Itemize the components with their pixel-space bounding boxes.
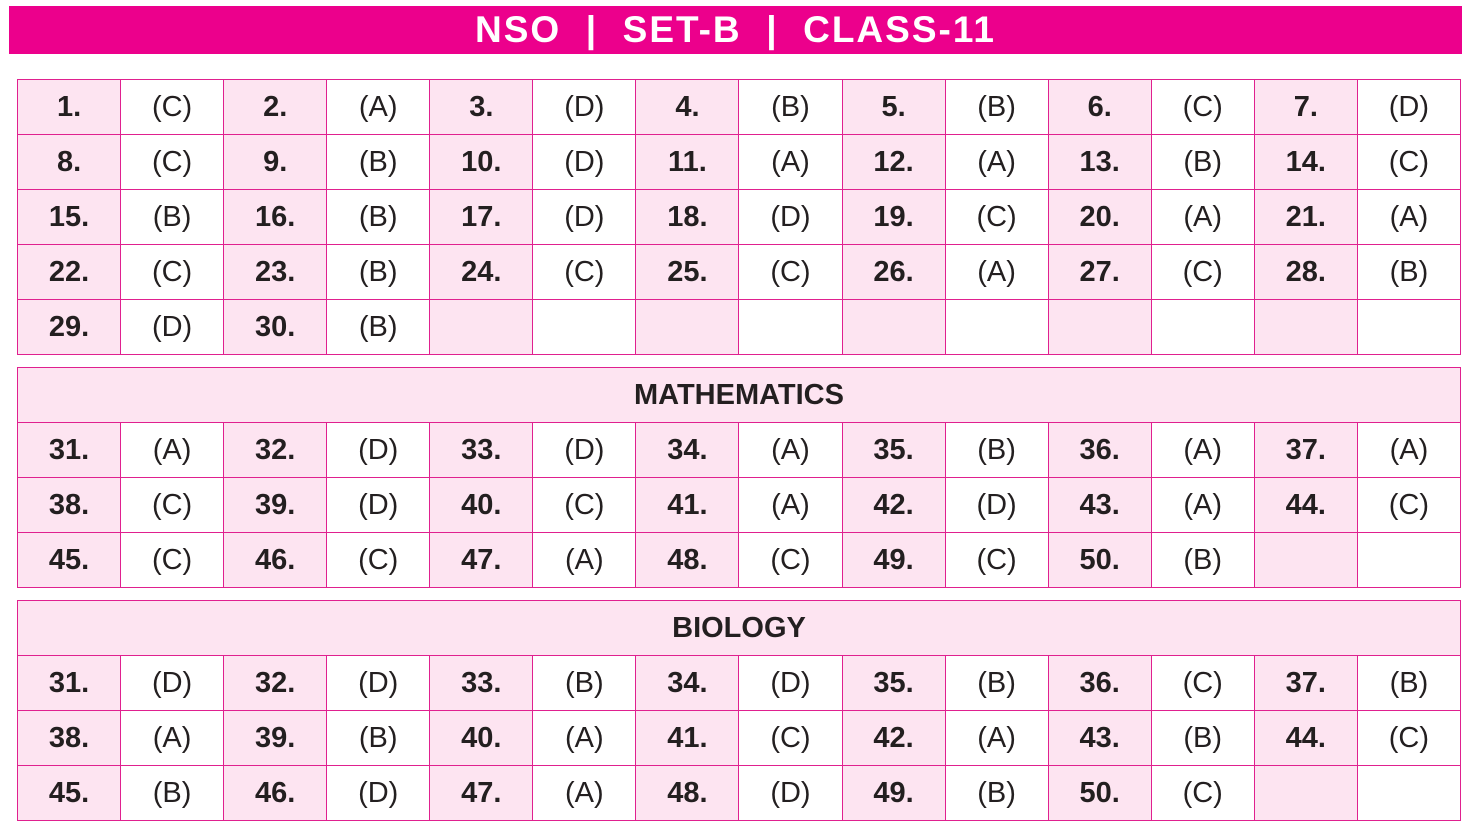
question-number: 36.	[1048, 423, 1151, 478]
question-number: 31.	[18, 656, 121, 711]
question-number: 27.	[1048, 245, 1151, 300]
question-number: 42.	[842, 711, 945, 766]
answer-option: (C)	[121, 80, 224, 135]
question-number: 47.	[430, 766, 533, 821]
answer-table-biology	[17, 600, 1461, 821]
section-heading: MATHEMATICS	[18, 368, 1461, 423]
question-number: 38.	[18, 478, 121, 533]
question-number: 4.	[636, 80, 739, 135]
answer-option: (A)	[533, 766, 636, 821]
answer-option: (B)	[327, 300, 430, 355]
answer-option: (A)	[739, 135, 842, 190]
answer-option: (B)	[327, 135, 430, 190]
question-number: 40.	[430, 711, 533, 766]
question-number: 1.	[18, 80, 121, 135]
question-number: 48.	[636, 766, 739, 821]
question-number: 12.	[842, 135, 945, 190]
answer-option: (D)	[327, 656, 430, 711]
question-number: 30.	[224, 300, 327, 355]
answer-option: (B)	[1151, 711, 1254, 766]
answer-option: (B)	[1151, 533, 1254, 588]
answer-option	[739, 300, 842, 355]
question-number: 7.	[1254, 80, 1357, 135]
table-row	[18, 478, 1461, 533]
question-number: 17.	[430, 190, 533, 245]
answer-option: (B)	[945, 656, 1048, 711]
question-number: 18.	[636, 190, 739, 245]
section-heading: BIOLOGY	[18, 601, 1461, 656]
question-number: 21.	[1254, 190, 1357, 245]
answer-option: (C)	[121, 135, 224, 190]
question-number: 35.	[842, 656, 945, 711]
answer-option: (A)	[1151, 190, 1254, 245]
table-row	[18, 533, 1461, 588]
answer-option	[1357, 766, 1460, 821]
question-number	[430, 300, 533, 355]
question-number: 39.	[224, 478, 327, 533]
answer-option: (C)	[1357, 711, 1460, 766]
answer-option: (B)	[1357, 245, 1460, 300]
answer-option: (B)	[327, 190, 430, 245]
answer-option: (C)	[533, 245, 636, 300]
question-number: 49.	[842, 766, 945, 821]
answer-option: (A)	[739, 478, 842, 533]
answer-option: (A)	[1357, 190, 1460, 245]
answer-option: (A)	[533, 711, 636, 766]
question-number: 35.	[842, 423, 945, 478]
answer-option: (D)	[533, 423, 636, 478]
question-number: 28.	[1254, 245, 1357, 300]
answer-option: (C)	[739, 245, 842, 300]
question-number: 41.	[636, 478, 739, 533]
answer-option: (C)	[327, 533, 430, 588]
question-number: 37.	[1254, 423, 1357, 478]
question-number	[1048, 300, 1151, 355]
question-number: 49.	[842, 533, 945, 588]
answer-option: (B)	[945, 80, 1048, 135]
question-number: 42.	[842, 478, 945, 533]
answer-key-banner: NSO | SET-B | CLASS-11	[9, 6, 1462, 54]
answer-option: (D)	[327, 423, 430, 478]
table-row	[18, 423, 1461, 478]
question-number: 43.	[1048, 478, 1151, 533]
question-number: 45.	[18, 766, 121, 821]
answer-option: (B)	[1151, 135, 1254, 190]
answer-option: (B)	[533, 656, 636, 711]
question-number: 46.	[224, 766, 327, 821]
answer-option: (A)	[945, 711, 1048, 766]
question-number: 44.	[1254, 711, 1357, 766]
answer-option	[1357, 300, 1460, 355]
answer-option: (A)	[945, 245, 1048, 300]
answer-option: (B)	[945, 766, 1048, 821]
table-row	[18, 245, 1461, 300]
question-number: 25.	[636, 245, 739, 300]
answer-option: (C)	[121, 533, 224, 588]
question-number: 44.	[1254, 478, 1357, 533]
question-number: 34.	[636, 656, 739, 711]
answer-option: (D)	[533, 135, 636, 190]
table-row	[18, 300, 1461, 355]
answer-option	[945, 300, 1048, 355]
answer-option: (D)	[945, 478, 1048, 533]
answer-option: (B)	[327, 245, 430, 300]
question-number: 2.	[224, 80, 327, 135]
table-row	[18, 190, 1461, 245]
answer-option	[1151, 300, 1254, 355]
section-heading-row	[18, 601, 1461, 656]
section-heading-row	[18, 368, 1461, 423]
answer-option: (D)	[533, 80, 636, 135]
answer-option: (C)	[1151, 245, 1254, 300]
answer-option: (A)	[121, 423, 224, 478]
answer-option: (B)	[1357, 656, 1460, 711]
answer-table-general	[17, 79, 1461, 355]
answer-option: (B)	[121, 190, 224, 245]
question-number: 33.	[430, 656, 533, 711]
answer-option: (A)	[739, 423, 842, 478]
question-number: 8.	[18, 135, 121, 190]
answer-option: (A)	[327, 80, 430, 135]
answer-option: (C)	[533, 478, 636, 533]
question-number	[1254, 533, 1357, 588]
question-number: 20.	[1048, 190, 1151, 245]
answer-option: (D)	[1357, 80, 1460, 135]
answer-option: (C)	[1151, 656, 1254, 711]
answer-option: (D)	[121, 656, 224, 711]
answer-option: (B)	[739, 80, 842, 135]
answer-option: (A)	[1357, 423, 1460, 478]
question-number: 41.	[636, 711, 739, 766]
question-number: 10.	[430, 135, 533, 190]
table-row	[18, 135, 1461, 190]
answer-option: (C)	[1357, 478, 1460, 533]
answer-option: (A)	[1151, 423, 1254, 478]
question-number: 34.	[636, 423, 739, 478]
answer-option: (D)	[327, 766, 430, 821]
question-number: 50.	[1048, 533, 1151, 588]
answer-option: (C)	[945, 533, 1048, 588]
answer-option: (A)	[121, 711, 224, 766]
answer-option: (B)	[945, 423, 1048, 478]
answer-option: (D)	[327, 478, 430, 533]
answer-option: (C)	[121, 245, 224, 300]
question-number: 37.	[1254, 656, 1357, 711]
table-row	[18, 80, 1461, 135]
answer-option: (C)	[739, 533, 842, 588]
answer-option: (C)	[121, 478, 224, 533]
question-number: 48.	[636, 533, 739, 588]
question-number: 13.	[1048, 135, 1151, 190]
question-number: 23.	[224, 245, 327, 300]
answer-option: (C)	[1151, 766, 1254, 821]
question-number: 16.	[224, 190, 327, 245]
question-number: 50.	[1048, 766, 1151, 821]
question-number: 32.	[224, 423, 327, 478]
question-number: 11.	[636, 135, 739, 190]
question-number: 19.	[842, 190, 945, 245]
question-number: 29.	[18, 300, 121, 355]
question-number	[1254, 300, 1357, 355]
answer-option: (B)	[121, 766, 224, 821]
answer-option: (D)	[739, 190, 842, 245]
question-number: 24.	[430, 245, 533, 300]
question-number: 47.	[430, 533, 533, 588]
question-number: 38.	[18, 711, 121, 766]
answer-option	[533, 300, 636, 355]
question-number: 36.	[1048, 656, 1151, 711]
answer-option: (C)	[1151, 80, 1254, 135]
table-row	[18, 711, 1461, 766]
answer-option: (A)	[1151, 478, 1254, 533]
question-number: 3.	[430, 80, 533, 135]
question-number: 32.	[224, 656, 327, 711]
question-number: 22.	[18, 245, 121, 300]
answer-option: (D)	[739, 766, 842, 821]
question-number	[636, 300, 739, 355]
table-row	[18, 656, 1461, 711]
question-number: 15.	[18, 190, 121, 245]
question-number: 14.	[1254, 135, 1357, 190]
answer-option: (B)	[327, 711, 430, 766]
question-number: 5.	[842, 80, 945, 135]
question-number: 9.	[224, 135, 327, 190]
question-number: 6.	[1048, 80, 1151, 135]
question-number: 46.	[224, 533, 327, 588]
question-number	[842, 300, 945, 355]
question-number: 31.	[18, 423, 121, 478]
answer-option: (C)	[945, 190, 1048, 245]
table-row	[18, 766, 1461, 821]
question-number: 43.	[1048, 711, 1151, 766]
question-number	[1254, 766, 1357, 821]
question-number: 33.	[430, 423, 533, 478]
answer-option	[1357, 533, 1460, 588]
question-number: 39.	[224, 711, 327, 766]
question-number: 26.	[842, 245, 945, 300]
question-number: 40.	[430, 478, 533, 533]
answer-option: (D)	[121, 300, 224, 355]
answer-option: (D)	[739, 656, 842, 711]
answer-option: (C)	[1357, 135, 1460, 190]
answer-option: (D)	[533, 190, 636, 245]
answer-table-mathematics	[17, 367, 1461, 588]
answer-option: (A)	[945, 135, 1048, 190]
answer-option: (A)	[533, 533, 636, 588]
answer-option: (C)	[739, 711, 842, 766]
question-number: 45.	[18, 533, 121, 588]
